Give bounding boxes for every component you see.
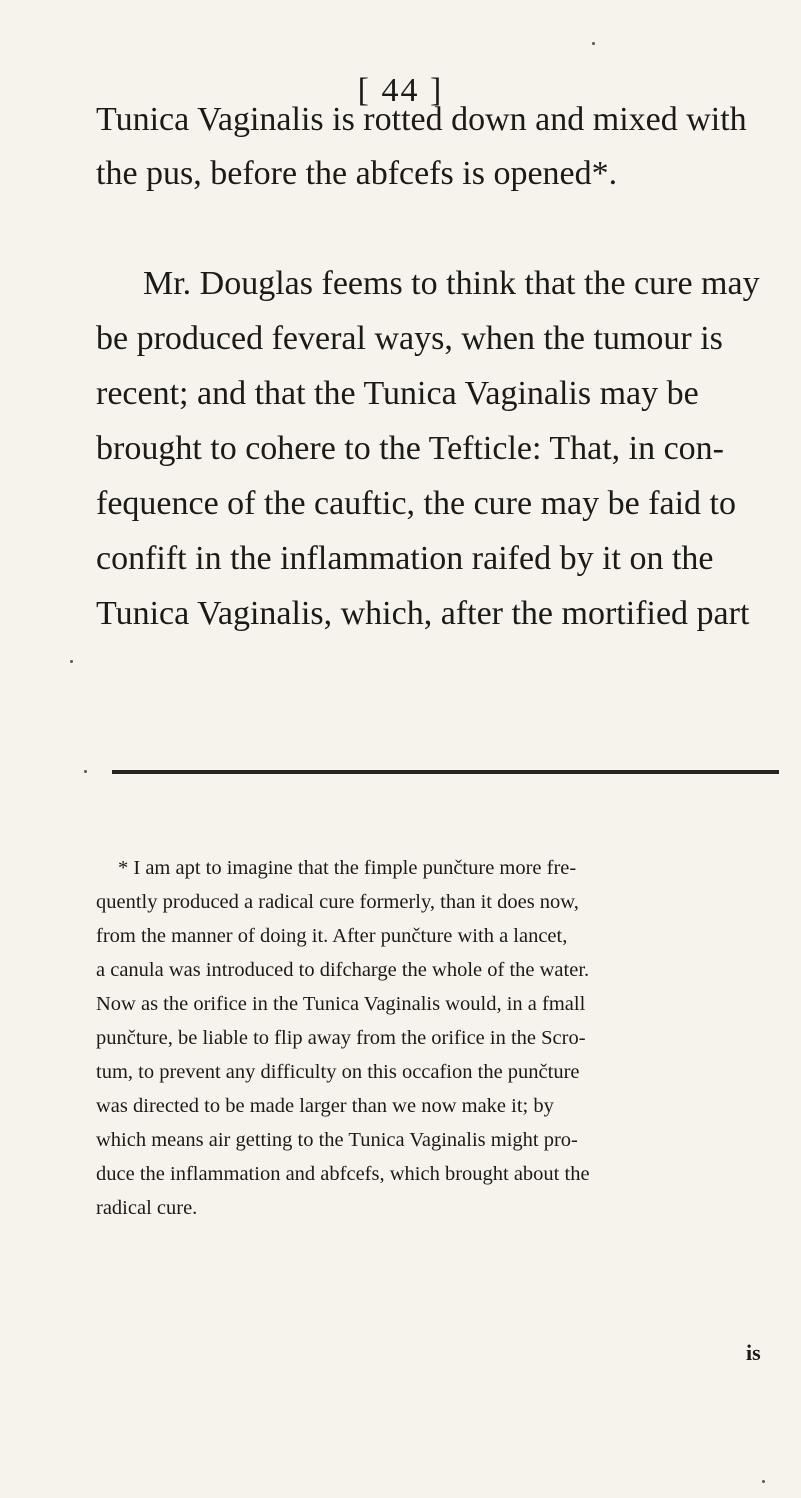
footnote-line: * I am apt to imagine that the fimple punčture more fre-: [118, 857, 577, 879]
footnote-line: duce the inflammation and abfcefs, which brought about the: [96, 1163, 590, 1185]
body-line: the pus, before the abfcefs is opened*.: [96, 155, 618, 192]
ink-speck: [762, 1480, 765, 1483]
footnote-line: a canula was introduced to difcharge the whole of the water.: [96, 959, 590, 981]
catchword: is: [746, 1340, 761, 1365]
ink-speck: [84, 770, 87, 773]
body-line: Tunica Vaginalis is rotted down and mixed with: [96, 101, 747, 138]
footnote-line: quently produced a radical cure formerly, than it does now,: [96, 891, 579, 913]
body-line: Tunica Vaginalis, which, after the mortified part: [96, 595, 750, 632]
footnote-line: tum, to prevent any difficulty on this occafion the punčture: [96, 1061, 580, 1083]
body-line: confift in the inflammation raifed by it on the: [96, 540, 714, 577]
body-line: recent; and that the Tunica Vaginalis may be: [96, 375, 699, 412]
body-line: Mr. Douglas feems to think that the cure may: [143, 265, 760, 302]
footnote-rule: [112, 770, 779, 774]
footnote-line: which means air getting to the Tunica Vaginalis might pro-: [96, 1129, 578, 1151]
ink-speck: [592, 42, 595, 45]
footnote-line: Now as the orifice in the Tunica Vaginalis would, in a fmall: [96, 993, 586, 1015]
ink-speck: [70, 660, 73, 663]
footnote-line: was directed to be made larger than we now make it; by: [96, 1095, 554, 1117]
body-line: be produced feveral ways, when the tumour is: [96, 320, 723, 357]
body-line: fequence of the cauftic, the cure may be faid to: [96, 485, 737, 522]
footnote-line: punčture, be liable to flip away from the orifice in the Scro-: [96, 1027, 586, 1049]
footnote-line: from the manner of doing it. After punčture with a lancet,: [96, 925, 568, 947]
footnote-line: radical cure.: [96, 1197, 198, 1219]
page-number: [ 44 ]: [357, 72, 444, 109]
body-line: brought to cohere to the Tefticle: That, in con-: [96, 430, 725, 467]
